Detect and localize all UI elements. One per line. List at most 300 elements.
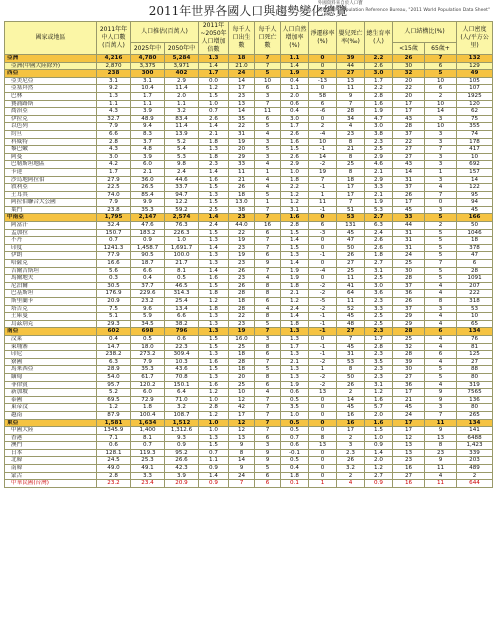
value-cell: 0 xyxy=(309,260,337,268)
value-cell: 1.8 xyxy=(281,282,309,290)
value-cell: 20 xyxy=(393,77,425,85)
value-cell: 4,216 xyxy=(97,55,131,63)
source-line: 外國資料來自於人口寶 xyxy=(317,1,363,6)
value-cell: 62 xyxy=(457,108,493,116)
value-cell: 22.3 xyxy=(165,343,199,351)
value-cell: 134 xyxy=(457,419,493,427)
value-cell: 3 xyxy=(425,206,457,214)
header-birth: 每千人口出生數 xyxy=(229,22,255,55)
value-cell: 8 xyxy=(337,138,365,146)
value-cell: 20.9 xyxy=(97,298,131,306)
value-cell: 2.7 xyxy=(365,214,393,222)
value-cell: 2.9 xyxy=(165,77,199,85)
value-cell: 45 xyxy=(337,343,365,351)
value-cell: 6 xyxy=(425,328,457,336)
value-cell: 2.5 xyxy=(365,313,393,321)
value-cell: 6 xyxy=(255,434,281,442)
value-cell: 28 xyxy=(229,290,255,298)
value-cell: 8 xyxy=(255,290,281,298)
value-cell: 27 xyxy=(337,70,365,78)
value-cell: 10.3 xyxy=(165,358,199,366)
table-row xyxy=(5,358,493,366)
value-cell: 5 xyxy=(425,244,457,252)
value-cell: 0.6 xyxy=(165,335,199,343)
value-cell: 95.7 xyxy=(97,381,131,389)
value-cell: 1.5 xyxy=(199,442,229,450)
value-cell: 4 xyxy=(425,358,457,366)
value-cell: 1.7 xyxy=(97,168,131,176)
country-name-cell: 賽浦路斯 xyxy=(5,100,97,108)
value-cell: 0 xyxy=(309,62,337,70)
value-cell: 6 xyxy=(255,472,281,480)
value-cell: 23 xyxy=(229,260,255,268)
value-cell: 27 xyxy=(393,472,425,480)
country-name-cell: 土耳其 xyxy=(5,191,97,199)
value-cell: 0.9 xyxy=(199,465,229,473)
value-cell: 0.6 xyxy=(281,389,309,397)
value-cell: 7.9 xyxy=(97,199,131,207)
value-cell: 3 xyxy=(425,115,457,123)
value-cell: 8 xyxy=(255,282,281,290)
table-row xyxy=(5,237,493,245)
country-name-cell: 泰國 xyxy=(5,396,97,404)
value-cell: 0.3 xyxy=(97,275,131,283)
table-row xyxy=(5,176,493,184)
value-cell: 18 xyxy=(457,237,493,245)
table-row xyxy=(5,404,493,412)
value-cell: 2,574 xyxy=(165,214,199,222)
value-cell: 37.7 xyxy=(131,282,165,290)
value-cell: 1.7 xyxy=(131,92,165,100)
value-cell: 23.4 xyxy=(131,480,165,488)
value-cell: 21 xyxy=(229,176,255,184)
value-cell: 74 xyxy=(457,130,493,138)
value-cell: 9.4 xyxy=(131,123,165,131)
value-cell: 0 xyxy=(309,472,337,480)
value-cell: 355 xyxy=(457,123,493,131)
value-cell: 1.3 xyxy=(199,146,229,154)
value-cell: 3.0 xyxy=(365,70,393,78)
country-name-cell: 伊朗 xyxy=(5,252,97,260)
value-cell: 120.2 xyxy=(131,381,165,389)
page-title: 2011年世界各國人口與趨勢變化總覽 xyxy=(148,4,348,18)
value-cell: 1.1 xyxy=(281,55,309,63)
table-row xyxy=(5,77,493,85)
table-row xyxy=(5,320,493,328)
value-cell: 5 xyxy=(255,123,281,131)
country-name-cell: 中華民國(台灣) xyxy=(5,480,97,488)
value-cell: 132 xyxy=(457,55,493,63)
value-cell: 1.4 xyxy=(281,62,309,70)
value-cell: 37 xyxy=(393,130,425,138)
value-cell: 4 xyxy=(425,335,457,343)
header-age-65plus: 65歲+ xyxy=(425,43,457,55)
value-cell: 3.0 xyxy=(365,123,393,131)
value-cell: 36 xyxy=(393,381,425,389)
value-cell: 4.6 xyxy=(365,161,393,169)
value-cell: 14 xyxy=(393,168,425,176)
value-cell: 6 xyxy=(255,480,281,488)
value-cell: 45 xyxy=(393,404,425,412)
value-cell: -1 xyxy=(309,184,337,192)
value-cell: 69.5 xyxy=(97,396,131,404)
value-cell: 5.6 xyxy=(97,267,131,275)
value-cell: 49.1 xyxy=(131,465,165,473)
value-cell: 24.5 xyxy=(97,457,131,465)
value-cell: 9 xyxy=(229,442,255,450)
header-proj-2025: 2025年中 xyxy=(131,43,165,55)
value-cell: 0.7 xyxy=(199,449,229,457)
value-cell: 7.9 xyxy=(131,358,165,366)
value-cell: 1.7 xyxy=(281,343,309,351)
country-name-cell: 寮國 xyxy=(5,358,97,366)
value-cell: 37 xyxy=(393,184,425,192)
country-name-cell: 葉門 xyxy=(5,206,97,214)
country-name-cell: 汶萊 xyxy=(5,335,97,343)
value-cell: 0.5 xyxy=(165,275,199,283)
value-cell: 1.4 xyxy=(199,267,229,275)
value-cell: 17 xyxy=(393,419,425,427)
value-cell: 26 xyxy=(393,298,425,306)
value-cell: 7 xyxy=(255,206,281,214)
value-cell: 35 xyxy=(229,115,255,123)
value-cell: -2 xyxy=(309,282,337,290)
value-cell: 25.3 xyxy=(131,457,165,465)
value-cell: 38.2 xyxy=(165,320,199,328)
value-cell: 1 xyxy=(309,366,337,374)
value-cell: 14 xyxy=(229,77,255,85)
value-cell: 1 xyxy=(255,168,281,176)
value-cell: 5 xyxy=(255,366,281,374)
value-cell: 3 xyxy=(425,404,457,412)
value-cell: 6.3 xyxy=(365,222,393,230)
value-cell: 17 xyxy=(393,389,425,397)
country-name-cell: 哈薩克 xyxy=(5,260,97,268)
value-cell: 49.0 xyxy=(97,465,131,473)
value-cell: 0.5 xyxy=(281,457,309,465)
value-cell: 1.8 xyxy=(199,138,229,146)
header-density: 人口密度(人/平方公里) xyxy=(457,22,493,55)
value-cell: 31 xyxy=(337,351,365,359)
value-cell: 27 xyxy=(337,328,365,336)
value-cell: 1.7 xyxy=(281,123,309,131)
value-cell: 7 xyxy=(337,100,365,108)
value-cell: 9 xyxy=(425,396,457,404)
value-cell: 16 xyxy=(255,222,281,230)
value-cell: 24 xyxy=(229,472,255,480)
value-cell: 1.5 xyxy=(199,366,229,374)
value-cell: 692 xyxy=(457,161,493,169)
value-cell: -2 xyxy=(309,290,337,298)
value-cell: 9 xyxy=(337,92,365,100)
country-name-cell: 斯里蘭卡 xyxy=(5,298,97,306)
value-cell: 1.2 xyxy=(199,298,229,306)
country-name-cell: 緬甸 xyxy=(5,373,97,381)
value-cell: 417 xyxy=(457,146,493,154)
value-cell: 10 xyxy=(255,77,281,85)
value-cell: 0.7 xyxy=(97,237,131,245)
value-cell: 5 xyxy=(425,366,457,374)
value-cell: 50 xyxy=(337,244,365,252)
table-row xyxy=(5,411,493,419)
value-cell: 8 xyxy=(229,449,255,457)
value-cell: 81 xyxy=(457,343,493,351)
value-cell: 166 xyxy=(457,214,493,222)
value-cell: 1,634 xyxy=(131,419,165,427)
value-cell: 26.5 xyxy=(131,184,165,192)
value-cell: 9 xyxy=(425,457,457,465)
value-cell: 22 xyxy=(229,313,255,321)
value-cell: 48 xyxy=(337,320,365,328)
country-name-cell: 伊拉克 xyxy=(5,115,97,123)
value-cell: 2 xyxy=(337,472,365,480)
value-cell: 10 xyxy=(309,138,337,146)
table-row xyxy=(5,138,493,146)
value-cell: 53 xyxy=(457,305,493,313)
value-cell: 0.4 xyxy=(281,465,309,473)
value-cell: 2.7 xyxy=(365,472,393,480)
value-cell: 0.6 xyxy=(281,100,309,108)
value-cell: 1.2 xyxy=(365,465,393,473)
value-cell: 6 xyxy=(255,229,281,237)
value-cell: 45 xyxy=(393,206,425,214)
value-cell: 5 xyxy=(255,146,281,154)
value-cell: 1.9 xyxy=(281,275,309,283)
value-cell: 4 xyxy=(425,282,457,290)
value-cell: 4 xyxy=(425,184,457,192)
value-cell: 1.3 xyxy=(199,320,229,328)
value-cell: 65 xyxy=(457,320,493,328)
value-cell: 2,147 xyxy=(131,214,165,222)
value-cell: 28 xyxy=(229,305,255,313)
value-cell: 6 xyxy=(425,351,457,359)
table-row xyxy=(5,108,493,116)
value-cell: 3 xyxy=(255,335,281,343)
table-row xyxy=(5,267,493,275)
value-cell: 1.6 xyxy=(365,100,393,108)
value-cell: 85.4 xyxy=(131,191,165,199)
value-cell: 5 xyxy=(425,267,457,275)
value-cell: 3 xyxy=(425,153,457,161)
value-cell: 1,691.7 xyxy=(165,244,199,252)
value-cell: 5.4 xyxy=(165,146,199,154)
value-cell: 0.7 xyxy=(131,442,165,450)
value-cell: 2.1 xyxy=(281,290,309,298)
value-cell: 644 xyxy=(457,480,493,488)
value-cell: 107 xyxy=(457,85,493,93)
value-cell: 18 xyxy=(229,191,255,199)
value-cell: 24 xyxy=(393,252,425,260)
value-cell: 11 xyxy=(309,199,337,207)
value-cell: 19 xyxy=(229,252,255,260)
value-cell: 8.3 xyxy=(131,130,165,138)
value-cell: 19 xyxy=(229,237,255,245)
country-name-cell: 馬來西亞 xyxy=(5,366,97,374)
value-cell: 6 xyxy=(309,100,337,108)
population-table xyxy=(4,21,493,488)
country-name-cell: 科威特 xyxy=(5,138,97,146)
value-cell: 0 xyxy=(309,427,337,435)
value-cell: 2.6 xyxy=(281,130,309,138)
value-cell: 134 xyxy=(457,328,493,336)
value-cell: 7 xyxy=(337,199,365,207)
value-cell: 1.8 xyxy=(281,176,309,184)
country-name-cell: 阿富汗 xyxy=(5,222,97,230)
value-cell: 18 xyxy=(337,176,365,184)
value-cell: 2.6 xyxy=(199,115,229,123)
value-cell: 80 xyxy=(457,404,493,412)
value-cell: 7 xyxy=(255,419,281,427)
value-cell: 45 xyxy=(337,313,365,321)
value-cell: 29 xyxy=(393,313,425,321)
value-cell: 1,423 xyxy=(457,442,493,450)
value-cell: 29.3 xyxy=(97,320,131,328)
value-cell: 23.2 xyxy=(131,298,165,306)
value-cell: 4.7 xyxy=(365,115,393,123)
value-cell: 1.7 xyxy=(199,70,229,78)
value-cell: 1.1 xyxy=(165,100,199,108)
value-cell: 7 xyxy=(337,335,365,343)
value-cell: -1 xyxy=(309,351,337,359)
value-cell: 20 xyxy=(229,373,255,381)
value-cell: 4 xyxy=(255,130,281,138)
value-cell: 0 xyxy=(309,115,337,123)
value-cell: 1.8 xyxy=(199,305,229,313)
region-row xyxy=(5,55,493,63)
value-cell: 16 xyxy=(337,411,365,419)
value-cell: 31 xyxy=(393,237,425,245)
value-cell: 10 xyxy=(425,77,457,85)
value-cell: 13 xyxy=(229,434,255,442)
header-age-structure: 人口結構比(%) xyxy=(393,22,457,43)
header-age-under15: <15歲 xyxy=(393,43,425,55)
value-cell: 1.5 xyxy=(199,92,229,100)
value-cell: 26 xyxy=(229,282,255,290)
header-projection: 人口推估(百萬人) xyxy=(131,22,199,43)
value-cell: 6488 xyxy=(457,434,493,442)
value-cell: 1.4 xyxy=(365,449,393,457)
value-cell: 178 xyxy=(457,138,493,146)
table-row xyxy=(5,260,493,268)
value-cell: 5 xyxy=(425,275,457,283)
value-cell: 125 xyxy=(457,351,493,359)
value-cell: 6.4 xyxy=(165,389,199,397)
value-cell: 1.5 xyxy=(199,229,229,237)
value-cell: 100.0 xyxy=(165,252,199,260)
value-cell: 18 xyxy=(229,351,255,359)
value-cell: 22 xyxy=(393,85,425,93)
value-cell: -5 xyxy=(309,298,337,306)
value-cell: 1,312.6 xyxy=(165,427,199,435)
value-cell: 7 xyxy=(255,358,281,366)
value-cell: 129 xyxy=(457,62,493,70)
value-cell: 6.3 xyxy=(97,358,131,366)
value-cell: 2.3 xyxy=(365,328,393,336)
value-cell: 1.3 xyxy=(199,252,229,260)
value-cell: 8 xyxy=(337,366,365,374)
value-cell: 31 xyxy=(229,130,255,138)
value-cell: 17 xyxy=(229,411,255,419)
value-cell: 14 xyxy=(337,396,365,404)
country-name-cell: 新加坡 xyxy=(5,389,97,397)
value-cell: 3.8 xyxy=(365,130,393,138)
value-cell: 5.9 xyxy=(131,313,165,321)
value-cell: 87.9 xyxy=(97,411,131,419)
country-name-cell: 約旦 xyxy=(5,130,97,138)
country-name-cell: 印度 xyxy=(5,244,97,252)
value-cell: 23 xyxy=(229,320,255,328)
value-cell: 28 xyxy=(393,275,425,283)
value-cell: 3 xyxy=(425,138,457,146)
value-cell: 30.5 xyxy=(97,282,131,290)
value-cell: 2.1 xyxy=(199,130,229,138)
value-cell: 10.4 xyxy=(131,85,165,93)
value-cell: 7 xyxy=(255,411,281,419)
value-cell: 0.5 xyxy=(281,419,309,427)
table-row xyxy=(5,153,493,161)
value-cell: 2.6 xyxy=(365,244,393,252)
value-cell: 2 xyxy=(309,70,337,78)
value-cell: 27 xyxy=(393,146,425,154)
value-cell: 13.9 xyxy=(165,130,199,138)
value-cell: 602 xyxy=(97,328,131,336)
value-cell: 1.9 xyxy=(281,70,309,78)
value-cell: 2.5 xyxy=(365,146,393,154)
value-cell: 17 xyxy=(393,427,425,435)
value-cell: 13.4 xyxy=(165,305,199,313)
value-cell: 7 xyxy=(229,480,255,488)
value-cell: 108.7 xyxy=(165,411,199,419)
value-cell: 22 xyxy=(229,123,255,131)
value-cell: 3,971 xyxy=(165,62,199,70)
country-name-cell: 喬治亞 xyxy=(5,108,97,116)
value-cell: 44.6 xyxy=(165,176,199,184)
country-name-cell: 黎巴嫩 xyxy=(5,146,97,154)
value-cell: 7 xyxy=(255,100,281,108)
value-cell: 2.8 xyxy=(97,138,131,146)
value-cell: 1.3 xyxy=(199,328,229,336)
region-row xyxy=(5,70,493,78)
value-cell: 26.6 xyxy=(165,457,199,465)
value-cell: 265 xyxy=(457,411,493,419)
value-cell: 6.0 xyxy=(131,389,165,397)
value-cell: 6 xyxy=(457,260,493,268)
value-cell: 2 xyxy=(457,472,493,480)
value-cell: 13.0 xyxy=(229,199,255,207)
value-cell: 7 xyxy=(255,55,281,63)
value-cell: 3.9 xyxy=(165,472,199,480)
value-cell: 4 xyxy=(425,343,457,351)
value-cell: 26 xyxy=(337,381,365,389)
table-row xyxy=(5,427,493,435)
value-cell: 13 xyxy=(393,442,425,450)
table-row xyxy=(5,123,493,131)
value-cell: 1 xyxy=(255,199,281,207)
value-cell: 30 xyxy=(393,366,425,374)
value-cell: -2 xyxy=(309,305,337,313)
value-cell: 1.9 xyxy=(281,381,309,389)
value-cell: 5 xyxy=(255,465,281,473)
value-cell: 1.6 xyxy=(281,138,309,146)
value-cell: 4 xyxy=(255,176,281,184)
value-cell: 70.8 xyxy=(165,373,199,381)
value-cell: 1.3 xyxy=(199,351,229,359)
value-cell: 2.0 xyxy=(365,457,393,465)
value-cell: 11 xyxy=(425,465,457,473)
value-cell: 1.1 xyxy=(97,100,131,108)
value-cell: 18 xyxy=(229,298,255,306)
value-cell: 3.0 xyxy=(97,153,131,161)
